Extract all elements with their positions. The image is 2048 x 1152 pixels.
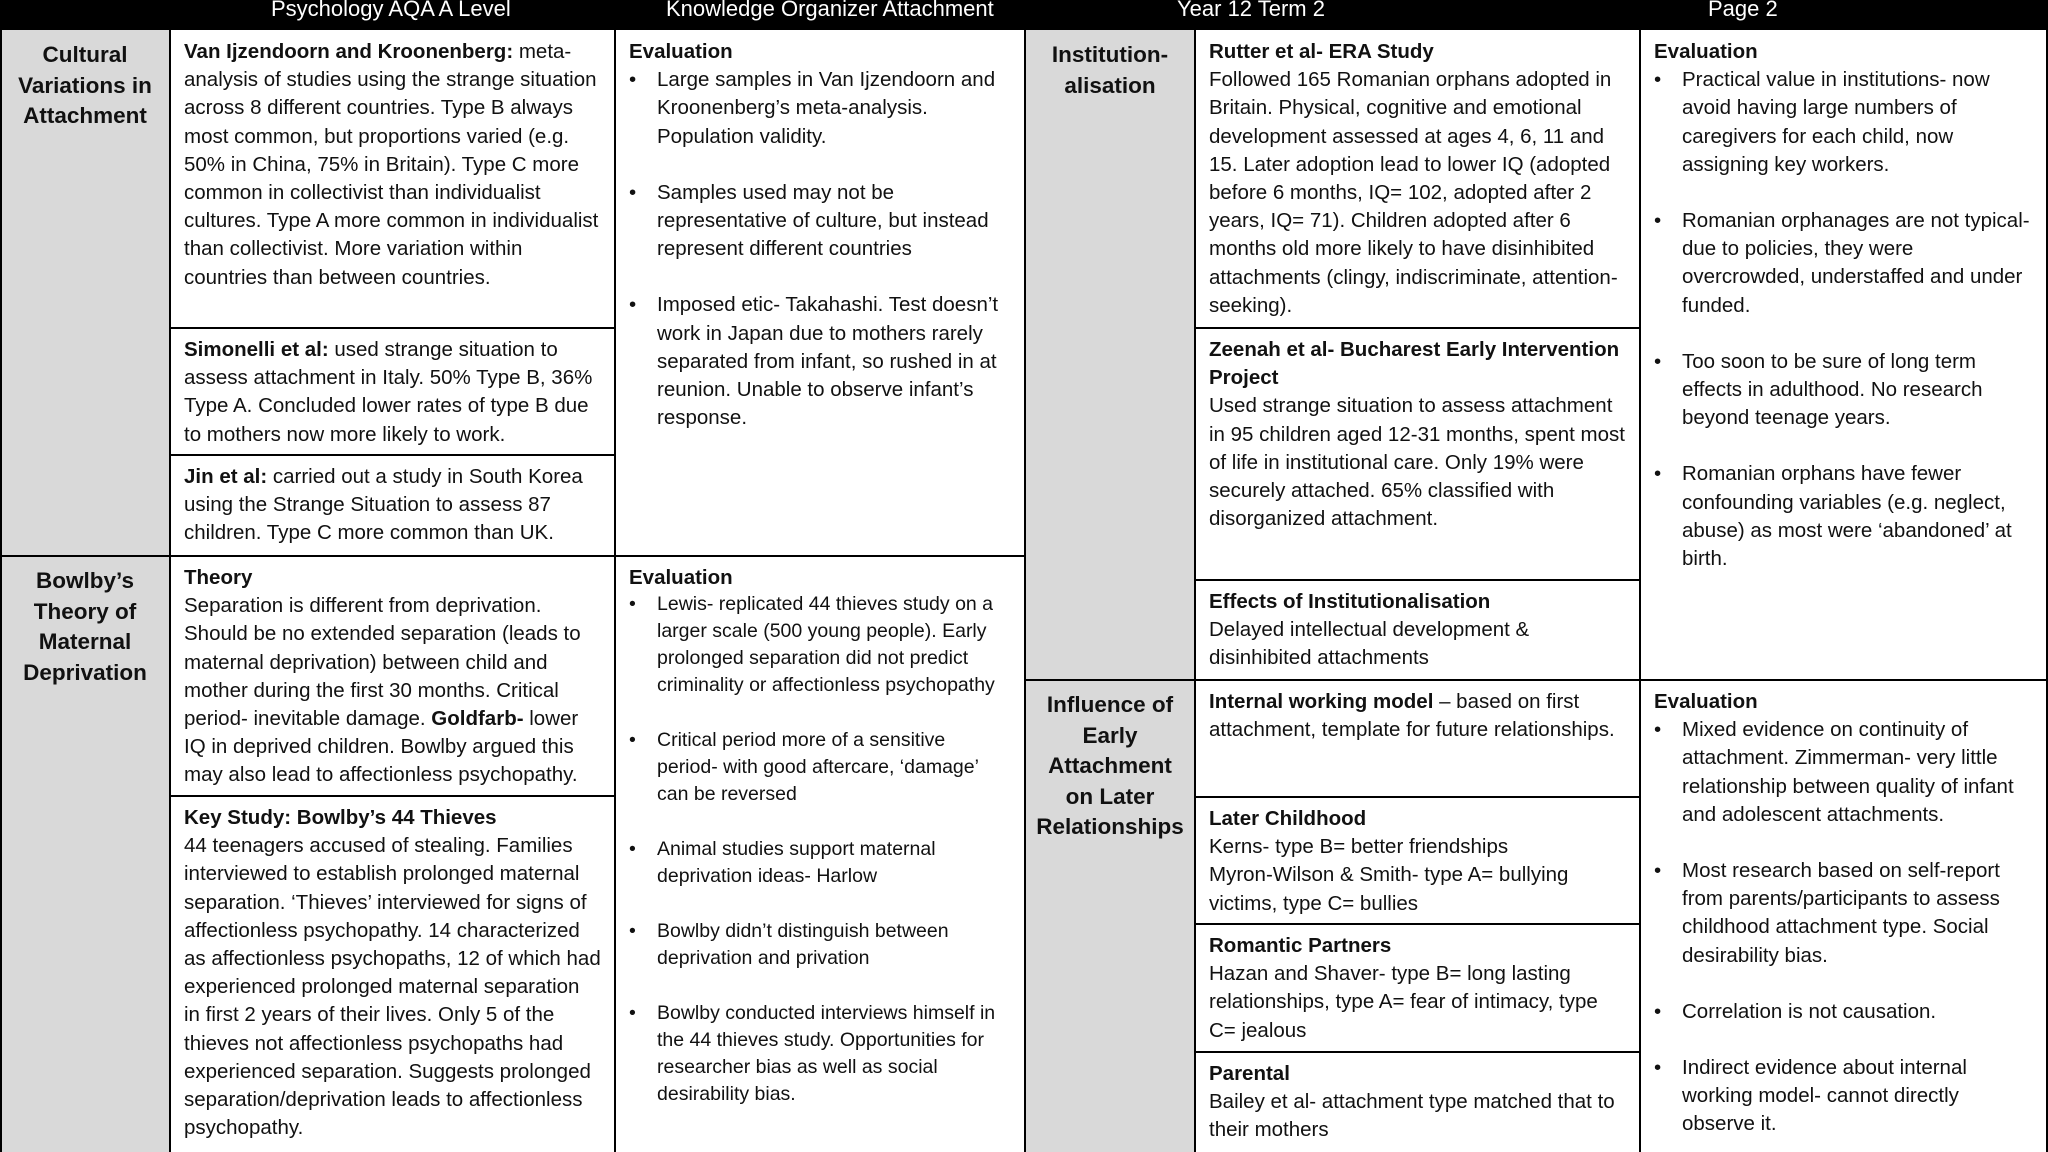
- influence-eval-item: • Mixed evidence on continuity of attachment. Zimmerman- very little relationship between quality of infant and adolescent attachments.: [1682, 716, 2034, 829]
- later-childhood-title: Later Childhood: [1209, 807, 1367, 830]
- grid-line: [0, 555, 1025, 557]
- grid-line: [0, 30, 2, 1152]
- cultural-eval-title: Evaluation: [629, 40, 733, 63]
- grid-line: [1195, 796, 1640, 798]
- influence-eval-list: [1654, 716, 2034, 1138]
- later-childhood-text-2: Myron-Wilson & Smith- type A= bullying victims, type C= bullies: [1209, 863, 1569, 915]
- jin-text: carried out a study in South Korea using the Strange Situation to assess 87 children. Type C more common than UK.: [184, 465, 583, 545]
- influence-eval-item: • Indirect evidence about internal working model- cannot directly observe it.: [1682, 1054, 2034, 1139]
- institution-eval-title: Evaluation: [1654, 40, 1758, 63]
- romantic-title: Romantic Partners: [1209, 934, 1392, 957]
- simonelli-study: [170, 328, 615, 455]
- effects-text: Delayed intellectual development & disinhibited attachments: [1209, 618, 1530, 670]
- romantic-text: Hazan and Shaver- type B= long lasting relationships, type A= fear of intimacy, type C= jealous: [1209, 962, 1598, 1042]
- rutter-title: Rutter et al- ERA Study: [1209, 40, 1434, 63]
- simonelli-text: used strange situation to assess attachment in Italy. 50% Type B, 36% Type A. Concluded lower rates of type B due to mothers now more likely to work.: [184, 338, 593, 446]
- grid-line: [170, 327, 615, 329]
- grid-line: [169, 30, 171, 1152]
- cultural-evaluation: [615, 30, 1025, 556]
- influence-eval-title: Evaluation: [1654, 690, 1758, 713]
- influence-label: Influence of Early Attachment on Later Relationships: [1025, 680, 1195, 1152]
- institution-eval-item: • Too soon to be sure of long term effects in adulthood. No research beyond teenage years.: [1682, 348, 2034, 433]
- institution-evaluation: [1640, 30, 2048, 680]
- van-ijzendoorn-study: [170, 30, 615, 328]
- header-topic: Knowledge Organizer Attachment: [666, 0, 994, 21]
- later-childhood: [1195, 797, 1640, 924]
- institution-eval-item: • Romanian orphans have fewer confounding variables (e.g. neglect, abuse) as most were ‘abandoned’ at birth.: [1682, 460, 2034, 573]
- jin-study: [170, 455, 615, 556]
- zeenah-study: [1195, 328, 1640, 580]
- header-subject: Psychology AQA A Level: [271, 0, 511, 21]
- theory-text-1: Separation is different from deprivation. Should be no extended separation (leads to maternal deprivation) between child and mother during the first 30 months. Critical period- inevitable damage.: [184, 594, 581, 731]
- grid-line: [1195, 579, 1640, 581]
- key-study-title: Key Study: Bowlby’s 44 Thieves: [184, 806, 497, 829]
- zeenah-title: Zeenah et al- Bucharest Early Intervention Project: [1209, 338, 1620, 390]
- parental: [1195, 1052, 1640, 1152]
- bowlby-theory: [170, 556, 615, 796]
- cultural-eval-list: [629, 66, 1011, 432]
- van-heading: Van Ijzendoorn and Kroonenberg:: [184, 40, 514, 63]
- jin-heading: Jin et al:: [184, 465, 268, 488]
- bowlby-eval-item: • Critical period more of a sensitive period- with good aftercare, ‘damage’ can be reversed: [657, 727, 1011, 808]
- van-text: meta-analysis of studies using the strange situation across 8 different countries. Type B always most common, but proportions varied (e.g. 50% in China, 75% in Britain). Type C more common in collectivist than individualist cultures. Type A more common in individualist than collectivist. More variation within countries than between countries.: [184, 40, 599, 289]
- iwm-text: – based on first attachment, template for future relationships.: [1209, 690, 1615, 742]
- cultural-eval-item: • Samples used may not be representative of culture, but instead represent different countries: [657, 179, 1011, 264]
- bowlby-eval-title: Evaluation: [629, 566, 733, 589]
- grid-line: [1195, 327, 1640, 329]
- bowlby-key-study: [170, 796, 615, 1152]
- institution-eval-item: • Practical value in institutions- now avoid having large numbers of caregivers for each child, now assigning key workers.: [1682, 66, 2034, 179]
- influence-eval-item: • Most research based on self-report from parents/participants to assess childhood attachment type. Social desirability bias.: [1682, 857, 2034, 970]
- header-bar: [0, 0, 2048, 30]
- parental-title: Parental: [1209, 1062, 1290, 1085]
- effects-institutionalisation: [1195, 580, 1640, 680]
- simonelli-heading: Simonelli et al:: [184, 338, 329, 361]
- rutter-study: [1195, 30, 1640, 328]
- bowlby-label: Bowlby’s Theory of Maternal Deprivation: [0, 556, 170, 1152]
- grid-line: [614, 30, 616, 1152]
- bowlby-eval-item: • Lewis- replicated 44 thieves study on a larger scale (500 young people). Early prolonged separation did not predict criminality or affectionless psychopathy: [657, 591, 1011, 699]
- header-page: Page 2: [1708, 0, 1778, 21]
- cultural-eval-item: • Large samples in Van Ijzendoorn and Kroonenberg’s meta-analysis. Population validity.: [657, 66, 1011, 151]
- cultural-eval-item: • Imposed etic- Takahashi. Test doesn’t work in Japan due to mothers rarely separated from infant, so rushed in at reunion. Unable to observe infant’s response.: [657, 291, 1011, 432]
- iwm-heading: Internal working model: [1209, 690, 1434, 713]
- grid-line: [1195, 1051, 1640, 1053]
- influence-eval-item: • Correlation is not causation.: [1682, 998, 2034, 1026]
- header-term: Year 12 Term 2: [1177, 0, 1325, 21]
- zeenah-text: Used strange situation to assess attachment in 95 children aged 12-31 months, spent most of life in institutional care. Only 19% were securely attached. 65% classified with disorganized attachment.: [1209, 394, 1625, 531]
- later-childhood-text-1: Kerns- type B= better friendships: [1209, 835, 1509, 859]
- rutter-text: Followed 165 Romanian orphans adopted in Britain. Physical, cognitive and emotional development assessed at ages 4, 6, 11 and 15. Later adoption lead to lower IQ (adopted before 6 months, IQ= 102, adopted after 2 years, IQ= 71). Children adopted after 6 months old more likely to have disinhibited attachments (clingy, indiscriminate, attention-seeking).: [1209, 68, 1618, 317]
- institution-label: Institution-alisation: [1025, 30, 1195, 680]
- theory-title: Theory: [184, 566, 253, 589]
- bowlby-eval-list: [629, 591, 1011, 1108]
- influence-evaluation: [1640, 680, 2048, 1152]
- grid-line: [1024, 30, 1026, 1152]
- cultural-label: Cultural Variations in Attachment: [0, 30, 170, 556]
- theory-goldfarb: Goldfarb-: [431, 707, 524, 731]
- parental-text: Bailey et al- attachment type matched that to their mothers: [1209, 1090, 1615, 1142]
- bowlby-evaluation: [615, 556, 1025, 1152]
- grid-line: [1025, 679, 2048, 681]
- grid-line: [1639, 30, 1641, 1152]
- theory-text-2: lower IQ in deprived children. Bowlby argued this may also lead to affectionless psychopathy.: [184, 707, 579, 787]
- bowlby-eval-item: • Bowlby didn’t distinguish between deprivation and privation: [657, 918, 1011, 972]
- institution-eval-list: [1654, 66, 2034, 573]
- key-study-text: 44 teenagers accused of stealing. Families interviewed to establish prolonged maternal separation. ‘Thieves’ interviewed for signs of affectionless psychopathy. 14 characterized as affectionless psychopaths, 12 of which had experienced prolonged maternal separation in first 2 years of their lives. Only 5 of the thieves not affectionless psychopaths had experienced separation. Suggests prolonged separation/deprivation leads to affectionless psychopathy.: [184, 834, 601, 1140]
- grid-line: [1194, 30, 1196, 1152]
- grid-line: [170, 454, 615, 456]
- internal-working-model: [1195, 680, 1640, 797]
- romantic-partners: [1195, 924, 1640, 1052]
- grid-line: [170, 795, 615, 797]
- grid-line: [1195, 923, 1640, 925]
- effects-title: Effects of Institutionalisation: [1209, 590, 1491, 613]
- institution-eval-item: • Romanian orphanages are not typical- due to policies, they were overcrowded, understaffed and under funded.: [1682, 207, 2034, 320]
- bowlby-eval-item: • Animal studies support maternal deprivation ideas- Harlow: [657, 836, 1011, 890]
- bowlby-eval-item: • Bowlby conducted interviews himself in the 44 thieves study. Opportunities for researcher bias as well as social desirability bias.: [657, 1000, 1011, 1108]
